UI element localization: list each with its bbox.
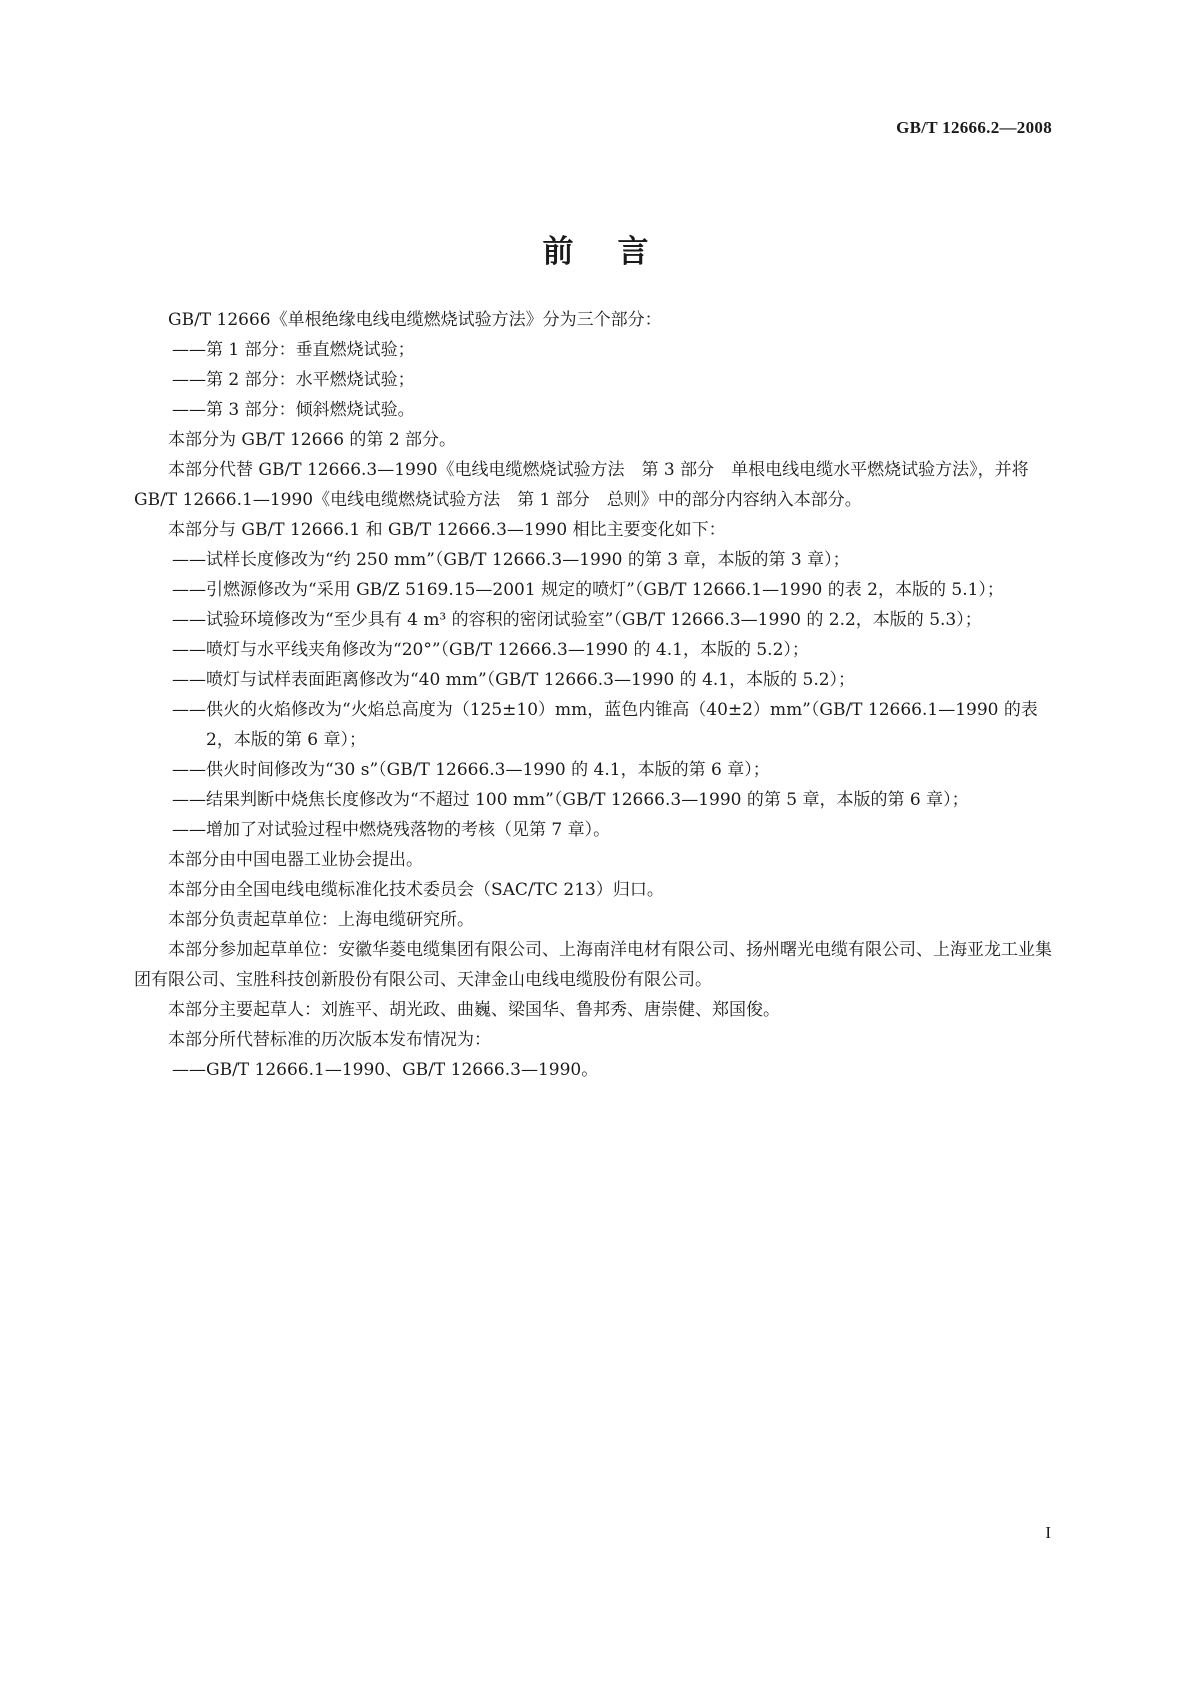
list-item-text: 供火时间修改为“30 s”（GB/T 12666.3—1990 的 4.1，本版的第 6 章）； — [206, 760, 770, 780]
page-number: I — [1045, 1523, 1051, 1542]
em-dash: —— — [172, 400, 206, 420]
em-dash: —— — [172, 760, 206, 780]
list-item-text: 引燃源修改为“采用 GB/Z 5169.15—2001 规定的喷灯”（GB/T 12666.1—1990 的表 2，本版的 5.1）； — [206, 580, 1004, 600]
list-item — [134, 545, 1058, 575]
list-item — [134, 335, 1058, 365]
list-item-text: 供火的火焰修改为“火焰总高度为（125±10）mm，蓝色内锥高（40±2）mm”（GB/T 12666.1—1990 的表 2，本版的第 6 章）； — [206, 700, 1044, 750]
em-dash: —— — [172, 1060, 206, 1080]
list-item-text: 喷灯与试样表面距离修改为“40 mm”（GB/T 12666.3—1990 的 4.1，本版的 5.2）； — [206, 670, 856, 690]
em-dash: —— — [172, 790, 206, 810]
list-item-text: GB/T 12666.1—1990、GB/T 12666.3—1990。 — [206, 1060, 599, 1080]
em-dash: —— — [172, 550, 206, 570]
paragraph: 本部分主要起草人：刘旌平、胡光政、曲巍、梁国华、鲁邦秀、唐崇健、郑国俊。 — [168, 1000, 780, 1020]
paragraph: 本部分由中国电器工业协会提出。 — [168, 850, 423, 870]
paragraph: 本部分与 GB/T 12666.1 和 GB/T 12666.3—1990 相比主要变化如下： — [168, 520, 726, 540]
list-item — [134, 695, 1058, 755]
paragraph: GB/T 12666《单根绝缘电线电缆燃烧试验方法》分为三个部分： — [168, 310, 662, 330]
list-item — [134, 575, 1058, 605]
list-item-text: 试样长度修改为“约 250 mm”（GB/T 12666.3—1990 的第 3 章，本版的第 3 章）； — [206, 550, 850, 570]
list-item-text: 增加了对试验过程中燃烧残落物的考核（见第 7 章）。 — [206, 820, 611, 840]
document-body — [134, 305, 1058, 1085]
paragraph: 本部分为 GB/T 12666 的第 2 部分。 — [168, 430, 457, 450]
em-dash: —— — [172, 370, 206, 390]
list-item-text: 试验环境修改为“至少具有 4 m³ 的容积的密闭试验室”（GB/T 12666.3—1990 的 2.2，本版的 5.3）； — [206, 610, 982, 630]
list-item — [134, 395, 1058, 425]
em-dash: —— — [172, 640, 206, 660]
paragraph: 本部分负责起草单位：上海电缆研究所。 — [168, 910, 474, 930]
list-item — [134, 665, 1058, 695]
list-item — [134, 635, 1058, 665]
paragraph: 本部分参加起草单位：安徽华菱电缆集团有限公司、上海南洋电材有限公司、扬州曙光电缆有限公司、上海亚龙工业集团有限公司、宝胜科技创新股份有限公司、天津金山电线电缆股份有限公司。 — [134, 940, 1052, 990]
list-item — [134, 785, 1058, 815]
paragraph: 本部分由全国电线电缆标准化技术委员会（SAC/TC 213）归口。 — [168, 880, 664, 900]
list-item-text: 第 2 部分：水平燃烧试验； — [206, 370, 415, 390]
paragraph: 本部分代替 GB/T 12666.3—1990《电线电缆燃烧试验方法 第 3 部分 单根电线电缆水平燃烧试验方法》，并将 GB/T 12666.1—1990《电线电缆燃烧试验方法 第 1 部分 总则》中的部分内容纳入本部分。 — [134, 460, 1035, 510]
list-item — [134, 755, 1058, 785]
list-item-text: 喷灯与水平线夹角修改为“20°”（GB/T 12666.3—1990 的 4.1，本版的 5.2）； — [206, 640, 809, 660]
standard-number: GB/T 12666.2—2008 — [896, 118, 1052, 137]
list-item — [134, 815, 1058, 845]
page-title: 前言 — [542, 234, 693, 270]
em-dash: —— — [172, 670, 206, 690]
em-dash: —— — [172, 580, 206, 600]
em-dash: —— — [172, 610, 206, 630]
list-item-text: 第 1 部分：垂直燃烧试验； — [206, 340, 415, 360]
list-item-text: 第 3 部分：倾斜燃烧试验。 — [206, 400, 415, 420]
list-item-text: 结果判断中烧焦长度修改为“不超过 100 mm”（GB/T 12666.3—1990 的第 5 章，本版的第 6 章）； — [206, 790, 969, 810]
em-dash: —— — [172, 340, 206, 360]
list-item — [134, 1055, 1058, 1085]
em-dash: —— — [172, 700, 206, 720]
paragraph: 本部分所代替标准的历次版本发布情况为： — [168, 1030, 491, 1050]
em-dash: —— — [172, 820, 206, 840]
list-item — [134, 605, 1058, 635]
list-item — [134, 365, 1058, 395]
